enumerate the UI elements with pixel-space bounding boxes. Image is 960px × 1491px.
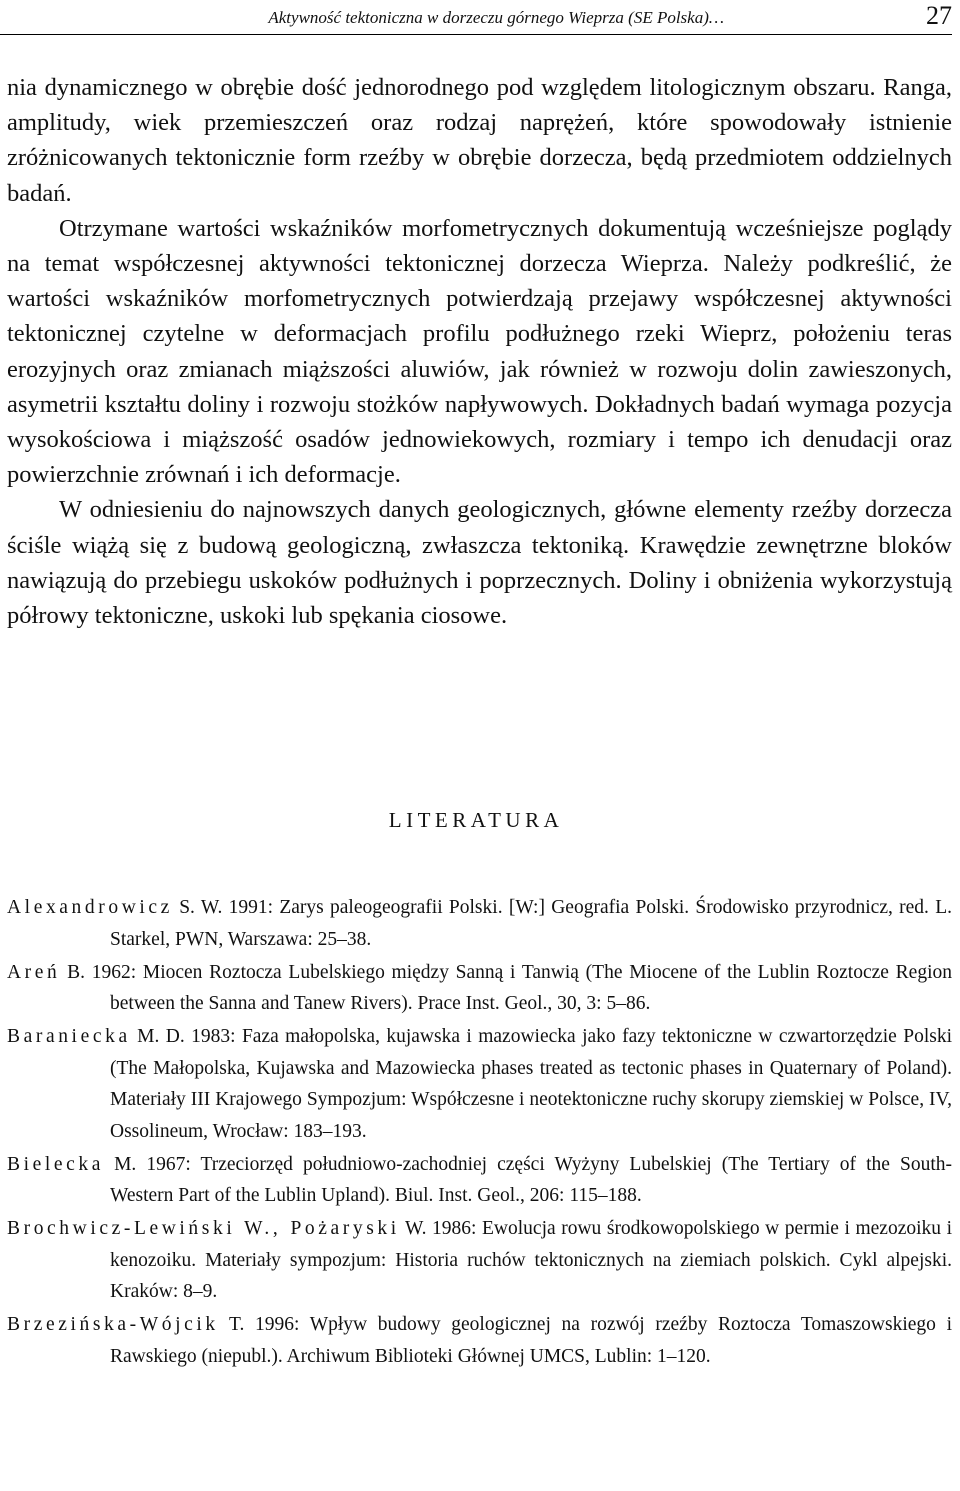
body-text bbox=[7, 70, 952, 633]
reference-item bbox=[7, 1149, 952, 1212]
paragraph: nia dynamicznego w obrębie dość jednorodnego pod względem litologicznym obszaru. Ranga, amplitudy, wiek przemieszczeń oraz rodzaj naprężeń, które spowodowały istnienie zróżnicowanych tektonicznie form rzeźby w obrębie dorzecza, będą przedmiotem oddzielnych badań. bbox=[7, 74, 952, 207]
reference-authors: Baraniecka bbox=[7, 1026, 131, 1047]
reference-authors: Areń bbox=[7, 961, 61, 983]
reference-item bbox=[7, 1021, 952, 1147]
page-header bbox=[0, 0, 952, 35]
reference-item bbox=[7, 1309, 952, 1372]
reference-authors: Alexandrowicz bbox=[7, 897, 173, 918]
reference-authors: Brochwicz-Lewiński W., Pożaryski bbox=[7, 1218, 400, 1239]
reference-details: W. 1986: Ewolucja rowu środkowopolskiego w permie i mezozoiku i kenozoiku. Materiały sympozjum: Historia ruchów tektonicznych na ziemiach polskich. Cykl alpejski. Kraków: 8–9. bbox=[110, 1218, 953, 1302]
reference-item bbox=[7, 892, 952, 955]
literature-heading: LITERATURA bbox=[388, 808, 564, 832]
reference-authors: Brzezińska-Wójcik bbox=[7, 1314, 219, 1335]
reference-details: M. 1967: Trzeciorzęd południowo-zachodniej części Wyżyny Lubelskiej (The Tertiary of the South-Western Part of the Lublin Upland). Biul. Inst. Geol., 206: 115–188. bbox=[104, 1153, 952, 1206]
reference-details: T. 1996: Wpływ budowy geologicznej na rozwój rzeźby Roztocza Tomaszowskiego i Rawskiego (niepubl.). Archiwum Biblioteki Głównej UMCS, Lublin: 1–120. bbox=[110, 1314, 952, 1367]
reference-list bbox=[7, 892, 952, 1374]
reference-details: M. D. 1983: Faza małopolska, kujawska i mazowiecka jako fazy tektoniczne w czwartorzędzie Polski (The Małopolska, Kujawska and Mazowiecka phases treated as tectonic phases in Quaternary of Poland). Materiały III Krajowego Sympozjum: Współczesne i neotektoniczne ruchy skorupy ziemskiej w Polsce, IV, Ossolineum, Wrocław: 183–193. bbox=[110, 1026, 952, 1142]
paragraph: Otrzymane wartości wskaźników morfometrycznych dokumentują wcześniejsze poglądy na temat współczesnej aktywności tektonicznej dorzecza Wieprza. Należy podkreślić, że wartości wskaźników morfometrycznych potwierdzają przejawy współczesnej aktywności tektonicznej czytelne w deformacjach profilu podłużnego rzeki Wieprz, położeniu teras erozyjnych oraz zmianach miąższości aluwiów, jak również w rozwoju dolin zawieszonych, asymetrii kształtu doliny i rozwoju stożków napływowych. Dokładnych badań wymaga pozycja wysokościowa i miąższość osadów jednowiekowych, rozmiary i tempo ich denudacji oraz powierzchnie zrównań i ich deformacje. bbox=[7, 214, 952, 489]
reference-details: B. 1962: Miocen Roztocza Lubelskiego między Sanną i Tanwią (The Miocene of the Lublin Roztocze Region between the Sanna and Tanew Rivers). Prace Inst. Geol., 30, 3: 5–86. bbox=[60, 961, 952, 1014]
reference-item bbox=[7, 957, 952, 1020]
reference-authors: Bielecka bbox=[7, 1153, 105, 1175]
page-number: 27 bbox=[926, 1, 952, 30]
reference-details: S. W. 1991: Zarys paleogeografii Polski. [W:] Geografia Polski. Środowisko przyrodnicz, red. L. Starkel, PWN, Warszawa: 25–38. bbox=[110, 897, 952, 950]
reference-item bbox=[7, 1213, 952, 1308]
paragraph: W odniesieniu do najnowszych danych geologicznych, główne elementy rzeźby dorzecza ściśle wiążą się z budową geologiczną, zwłaszcza tektoniką. Krawędzie zewnętrzne bloków nawiązują do przebiegu uskoków podłużnych i poprzecznych. Doliny i obniżenia wykorzystują półrowy tektoniczne, uskoki lub spękania ciosowe. bbox=[7, 496, 952, 630]
running-title: Aktywność tektoniczna w dorzeczu górnego Wieprza (SE Polska)… bbox=[268, 8, 724, 27]
